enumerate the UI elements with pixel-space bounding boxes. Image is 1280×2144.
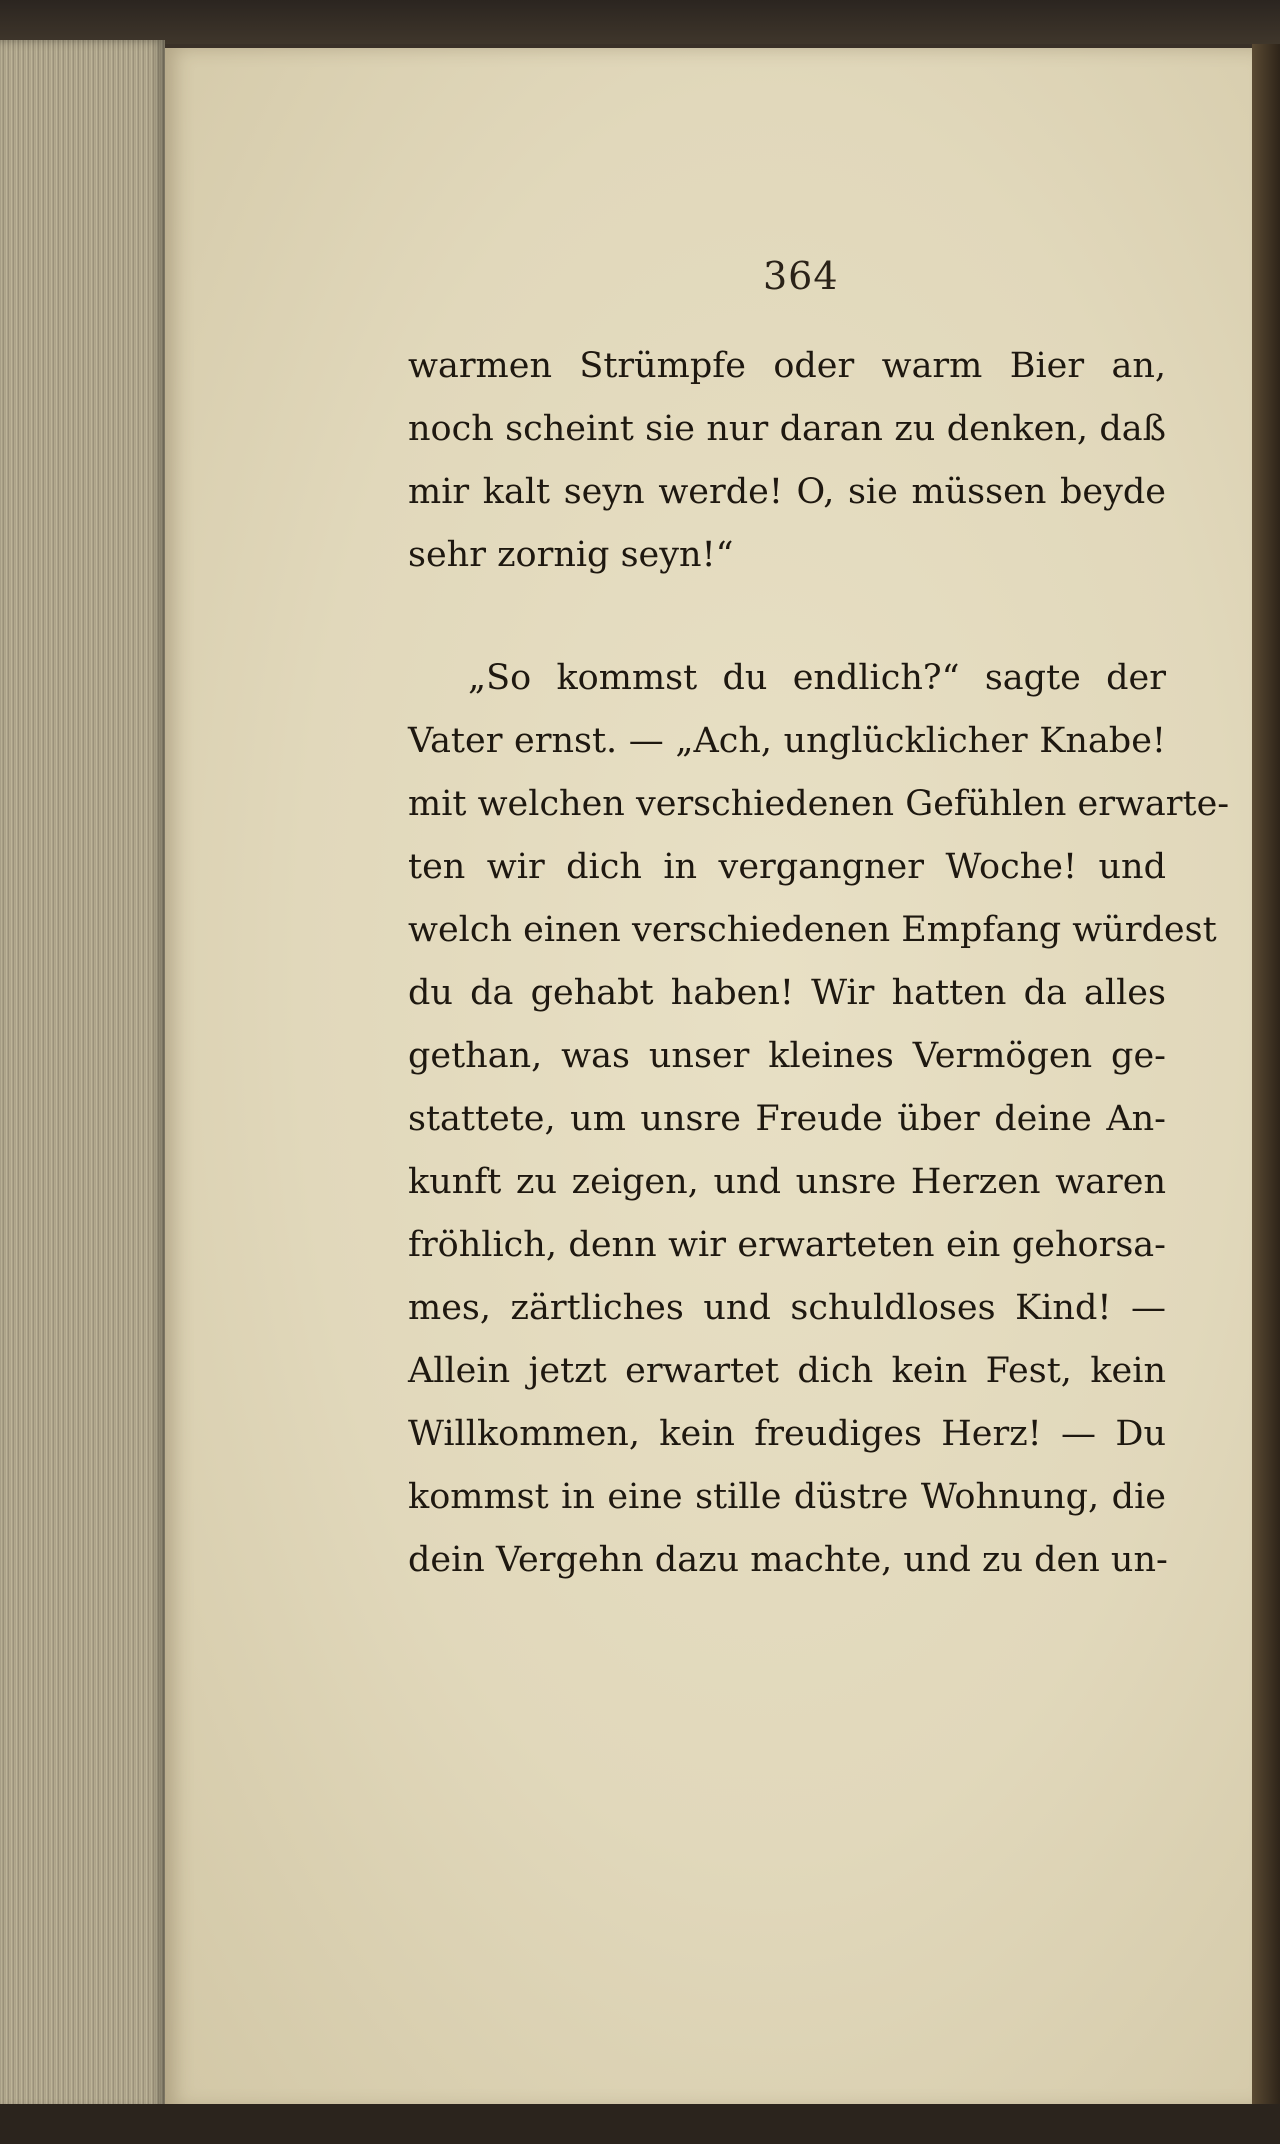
paragraph-gap bbox=[408, 587, 1166, 647]
text-line: dein Vergehn dazu machte, und zu den un- bbox=[408, 1540, 1168, 1580]
text-line: mir kalt seyn werde! O, sie müssen beyde bbox=[408, 472, 1166, 512]
page-stack-edge bbox=[0, 40, 165, 2110]
text-line: warmen Strümpfe oder warm Bier an, bbox=[408, 346, 1166, 386]
text-line: sehr zornig seyn!“ bbox=[408, 535, 734, 575]
text-line: Willkommen, kein freudiges Herz! — Du bbox=[408, 1414, 1166, 1454]
text-line: „So kommst du endlich?“ sagte der bbox=[468, 658, 1166, 698]
text-line: welch einen verschiedenen Empfang würdest bbox=[408, 910, 1217, 950]
book-cover-top-edge bbox=[0, 0, 1280, 44]
text-line: mes, zärtliches und schuldloses Kind! — bbox=[408, 1288, 1166, 1328]
paragraph bbox=[408, 647, 1230, 1592]
page-number: 364 bbox=[763, 254, 839, 298]
text-line: kommst in eine stille düstre Wohnung, die bbox=[408, 1477, 1166, 1517]
text-line: du da gehabt haben! Wir hatten da alles bbox=[408, 973, 1166, 1013]
text-line: Vater ernst. — „Ach, unglücklicher Knabe! bbox=[408, 721, 1166, 761]
book-cover-right-edge bbox=[1252, 44, 1280, 2114]
text-line: fröhlich, denn wir erwarteten ein gehorsa- bbox=[408, 1225, 1166, 1265]
book-cover-bottom-edge bbox=[0, 2104, 1280, 2144]
text-line: Allein jetzt erwartet dich kein Fest, kein bbox=[408, 1351, 1166, 1391]
text-line: kunft zu zeigen, und unsre Herzen waren bbox=[408, 1162, 1166, 1202]
text-line: ten wir dich in vergangner Woche! und bbox=[408, 847, 1166, 887]
text-line: noch scheint sie nur daran zu denken, daß bbox=[408, 409, 1166, 449]
text-line: gethan, was unser kleines Vermögen ge- bbox=[408, 1036, 1166, 1076]
text-line: stattete, um unsre Freude über deine An- bbox=[408, 1099, 1166, 1139]
text-line: mit welchen verschiedenen Gefühlen erwarte- bbox=[408, 784, 1230, 824]
body-text bbox=[408, 335, 1230, 1592]
paragraph bbox=[408, 335, 1166, 587]
